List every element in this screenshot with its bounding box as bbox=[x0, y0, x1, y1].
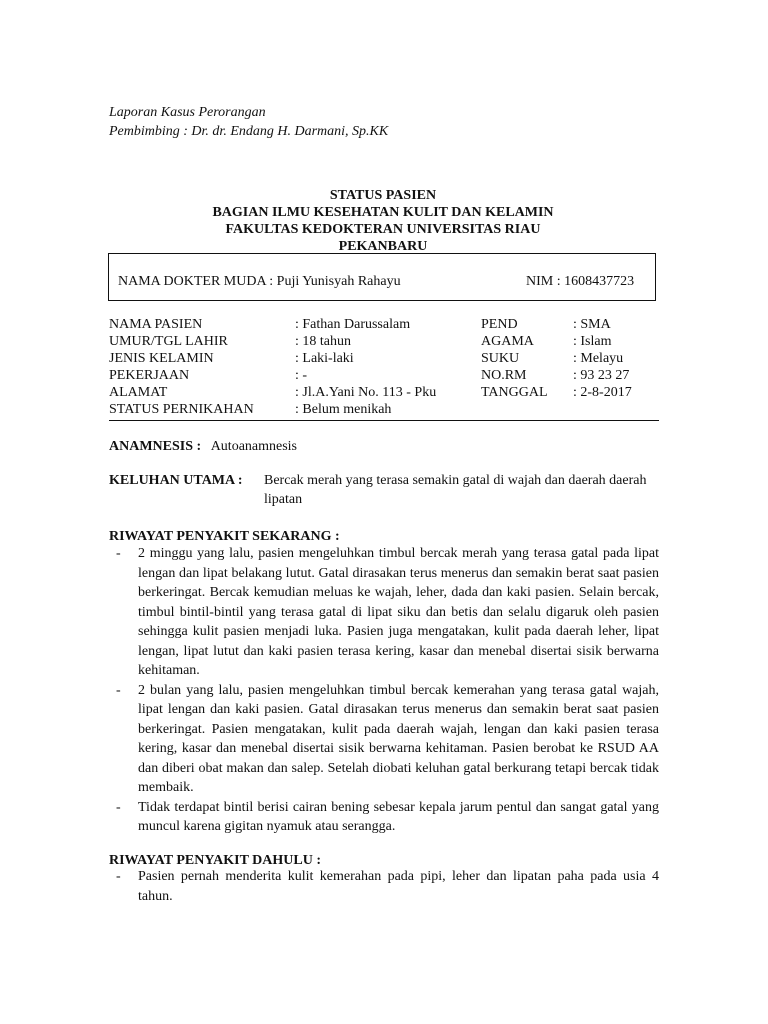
patient-label: PEKERJAAN bbox=[109, 368, 190, 383]
patient-row bbox=[109, 401, 659, 418]
doctor-info-box bbox=[108, 253, 656, 301]
patient-label: ALAMAT bbox=[109, 385, 168, 400]
title-line-3: FAKULTAS KEDOKTERAN UNIVERSITAS RIAU bbox=[225, 222, 541, 237]
patient-value: : Laki-laki bbox=[295, 351, 354, 366]
patient-value: : Jl.A.Yani No. 113 - Pku bbox=[295, 385, 437, 400]
list-item-text: 2 minggu yang lalu, pasien mengeluhkan timbul bercak merah yang terasa gatal pada lipat lengan dan lipat belakang lutut. Gatal dirasakan terus menerus dan semakin berat saat pasien berkeringat. Bercak kemudian meluas ke wajah, leher, dada dan kaki pasien. Selain bercak, timbul bintil-bintil yang terasa gatal di lipat siku dan betis dan selalu digaruk oleh pasien sehingga kulit pasien menjadi luka. Pasien juga mengatakan, kulit pada daerah leher, lipat lengan, lipat lutut dan kaki pasien terasa kering, kasar dan menebal disertai sisik berwarna kehitaman. bbox=[138, 546, 659, 678]
list-item bbox=[116, 544, 659, 681]
patient-value-2: : Islam bbox=[573, 334, 612, 349]
patient-label-2: AGAMA bbox=[481, 334, 534, 349]
patient-row bbox=[109, 384, 659, 401]
list-item-text: Tidak terdapat bintil berisi cairan bening sebesar kepala jarum pentul dan sangat gatal yang muncul karena gigitan nyamuk atau serangga. bbox=[138, 799, 659, 834]
list-item-text: 2 bulan yang lalu, pasien mengeluhkan timbul bercak kemerahan yang terasa gatal wajah, lipat lengan dan kaki pasien. Gatal dirasakan terus menerus dan semakin berat saat pasien berkeringat. Pasien mengatakan, kulit pada daerah wajah, lengan dan kaki pasien terasa kering, kasar dan menebal disertai sisik berwarna kehitaman. Pasien berobat ke RSUD AA dan diberi obat makan dan salep. Setelah diobati keluhan gatal berkurang tetapi bercak tidak membaik. bbox=[138, 682, 659, 795]
title-line-2: BAGIAN ILMU KESEHATAN KULIT DAN KELAMIN bbox=[212, 205, 554, 220]
chief-complaint-label: KELUHAN UTAMA : bbox=[109, 473, 243, 488]
patient-label-2: SUKU bbox=[481, 351, 520, 366]
patient-row bbox=[109, 367, 659, 384]
patient-label-2: NO.RM bbox=[481, 368, 527, 383]
patient-label-2: PEND bbox=[481, 317, 518, 332]
patient-label-2: TANGGAL bbox=[481, 385, 548, 400]
title-line-1: STATUS PASIEN bbox=[329, 188, 437, 203]
chief-complaint-value: Bercak merah yang terasa semakin gatal di wajah dan daerah daerah lipatan bbox=[264, 473, 647, 507]
patient-value-2: : Melayu bbox=[573, 351, 624, 366]
list-item bbox=[116, 681, 659, 798]
present-illness-list bbox=[116, 544, 659, 837]
patient-value-2: : SMA bbox=[573, 317, 611, 332]
chief-complaint bbox=[109, 471, 647, 507]
dash-bullet: - bbox=[116, 799, 121, 815]
patient-value-2: : 2-8-2017 bbox=[573, 385, 632, 400]
document-title bbox=[109, 187, 657, 255]
present-illness-title: RIWAYAT PENYAKIT SEKARANG : bbox=[109, 529, 340, 544]
supervisor-line: Pembimbing : Dr. dr. Endang H. Darmani, Sp.KK bbox=[109, 124, 389, 139]
list-item bbox=[116, 798, 659, 837]
anamnesis-value: Autoanamnesis bbox=[210, 439, 298, 454]
list-item-text: Pasien pernah menderita kulit kemerahan pada pipi, leher dan lipatan paha pada usia 4 tahun. bbox=[138, 869, 659, 904]
doctor-nim: NIM : 1608437723 bbox=[526, 274, 635, 289]
report-header bbox=[109, 103, 388, 141]
anamnesis-label: ANAMNESIS : bbox=[109, 439, 202, 454]
dash-bullet: - bbox=[116, 682, 121, 698]
patient-info-table bbox=[109, 316, 659, 418]
section-divider bbox=[109, 420, 659, 421]
patient-row bbox=[109, 316, 659, 333]
patient-value: : Fathan Darussalam bbox=[295, 317, 411, 332]
anamnesis-line bbox=[109, 437, 297, 456]
patient-label: STATUS PERNIKAHAN bbox=[109, 402, 254, 417]
patient-row bbox=[109, 333, 659, 350]
patient-label: UMUR/TGL LAHIR bbox=[109, 334, 228, 349]
patient-label: JENIS KELAMIN bbox=[109, 351, 214, 366]
patient-value: : - bbox=[295, 368, 308, 383]
patient-value: : Belum menikah bbox=[295, 402, 392, 417]
dash-bullet: - bbox=[116, 546, 121, 561]
patient-value: : 18 tahun bbox=[295, 334, 351, 349]
title-line-4: PEKANBARU bbox=[338, 239, 428, 254]
doctor-name: NAMA DOKTER MUDA : Puji Yunisyah Rahayu bbox=[118, 274, 401, 289]
dash-bullet: - bbox=[116, 869, 121, 884]
patient-row bbox=[109, 350, 659, 367]
report-type: Laporan Kasus Perorangan bbox=[109, 105, 266, 120]
past-illness-list bbox=[116, 867, 659, 906]
past-illness-title: RIWAYAT PENYAKIT DAHULU : bbox=[109, 853, 322, 868]
list-item bbox=[116, 867, 659, 906]
patient-label: NAMA PASIEN bbox=[109, 317, 203, 332]
patient-value-2: : 93 23 27 bbox=[573, 368, 630, 383]
